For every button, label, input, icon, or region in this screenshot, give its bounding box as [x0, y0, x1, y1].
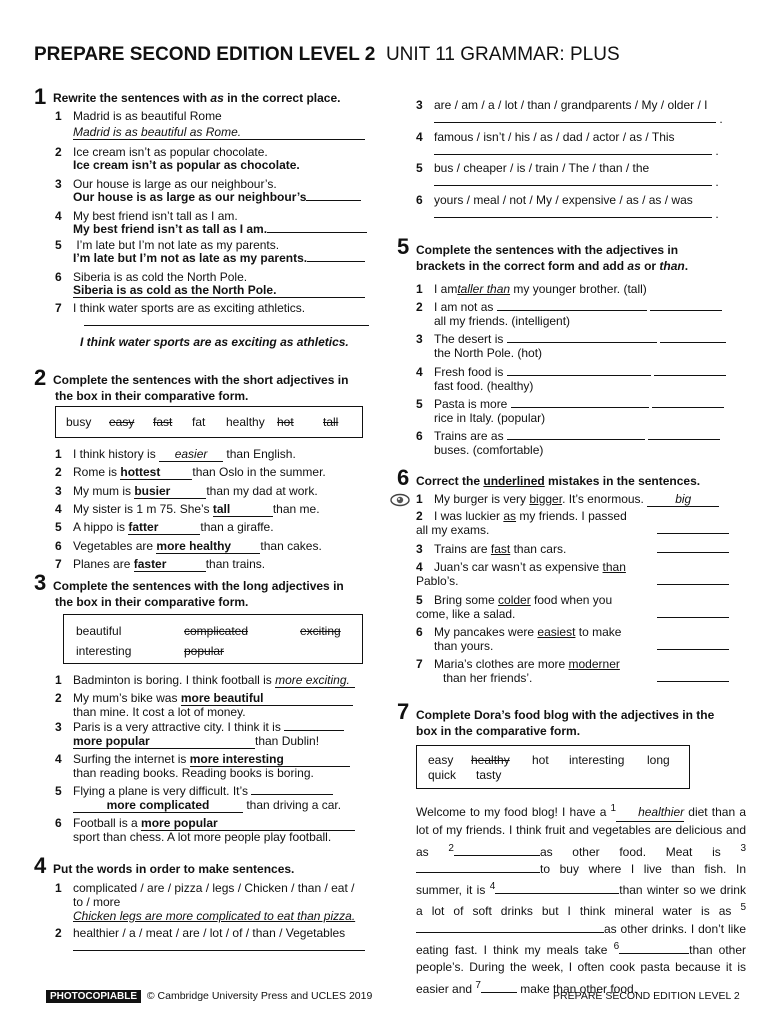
ex5-item-2: 2 I am not as — [416, 300, 722, 314]
ex6-line-7[interactable] — [657, 671, 729, 685]
ex7-word: tasty — [476, 768, 502, 782]
ex6-title: Correct the underlined mistakes in the sentences. — [416, 474, 701, 488]
ex2-title-line2: the box in their comparative form. — [55, 389, 249, 403]
ex6-item-5: 5 Bring some colder food when you — [416, 593, 613, 607]
ex3-item-4: 4 Surfing the internet is more interesting — [55, 752, 350, 767]
ex7-word: interesting — [569, 753, 625, 767]
ex7-word: hot — [532, 753, 549, 767]
ex4-title: Put the words in order to make sentences. — [53, 862, 295, 876]
ex2-word: fat — [192, 415, 206, 429]
ex6-number: 6 — [397, 465, 410, 490]
ex2-item-3: 3 My mum is busier than my dad at work. — [55, 484, 318, 498]
ex5-item-2-cont: all my friends. (intelligent) — [434, 314, 571, 328]
ex3-title-line2: the box in their comparative form. — [55, 595, 249, 609]
ex5-item-1: 1 I amtaller than my younger brother. (tall) — [416, 282, 647, 296]
ex1-answer-4[interactable]: My best friend isn’t as tall as I am. — [73, 222, 367, 236]
ex6-item-4: 4 Juan’s car wasn’t as expensive than — [416, 560, 626, 574]
ex2-item-4: 4 My sister is 1 m 75. She’s tall than me. — [55, 502, 320, 516]
ex3-item-1: 1 Badminton is boring. I think football is more exciting. — [55, 673, 355, 688]
ex4-item-4: 4 famous / isn’t / his / as / dad / actor / as / This — [416, 130, 675, 144]
ex4-item-1-cont: to / more — [73, 895, 121, 909]
ex2-word: healthy — [226, 415, 265, 429]
ex2-item-5: 5 A hippo is fatter than a giraffe. — [55, 520, 274, 534]
ex2-item-7: 7 Planes are faster than trains. — [55, 557, 266, 571]
ex7-title-line1: Complete Dora’s food blog with the adjectives in the — [416, 708, 715, 722]
ex4-line-6[interactable]: . — [434, 207, 719, 221]
ex6-item-7: 7 Maria’s clothes are more moderner — [416, 657, 620, 671]
ex4-item-6: 6 yours / meal / not / My / expensive / as / as / was — [416, 193, 693, 207]
ex2-word-used: hot — [277, 415, 294, 429]
ex1-answer-6[interactable]: Siberia is as cold as the North Pole. — [73, 283, 365, 298]
ex3-item-2: 2 My mum’s bike was more beautiful — [55, 691, 353, 706]
ex7-title-line2: box in the comparative form. — [416, 724, 581, 738]
example-eye-icon — [390, 493, 410, 507]
ex3-item-6: 6 Football is a more popular — [55, 816, 355, 831]
ex1-item-3: 3 Our house is large as our neighbour’s. — [55, 177, 277, 191]
ex1-item-7: 7 I think water sports are as exciting athletics. — [55, 301, 306, 315]
ex1-answer-2[interactable]: Ice cream isn’t as popular as chocolate. — [73, 158, 300, 172]
ex6-line-5[interactable] — [657, 607, 729, 621]
ex4-item-3: 3 are / am / a / lot / than / grandparents / My / older / I — [416, 98, 708, 112]
ex6-item-1: 1 My burger is very bigger. It’s enormous. big — [416, 492, 719, 507]
ex7-word-used: healthy — [471, 753, 510, 767]
ex1-item-1: 1 Madrid is as beautiful Rome — [55, 109, 222, 123]
page-title — [34, 44, 620, 66]
ex1-answer-1[interactable]: Madrid is as beautiful as Rome. — [73, 125, 365, 140]
ex2-word-used: fast — [153, 415, 173, 429]
ex3-item-4-cont: than reading books. Reading books is boring. — [73, 766, 314, 780]
ex1-item-4: 4 My best friend isn’t tall as I am. — [55, 209, 238, 223]
ex7-number: 7 — [397, 699, 410, 724]
title-level: PREPARE SECOND EDITION LEVEL 2 — [34, 44, 376, 65]
ex4-item-1: 1 complicated / are / pizza / legs / Chicken / than / eat / — [55, 881, 355, 895]
ex4-line-3[interactable]: . — [434, 112, 723, 126]
ex4-item-5: 5 bus / cheaper / is / train / The / than / the — [416, 161, 650, 175]
ex7-word-box — [416, 745, 690, 789]
ex5-item-4-cont: fast food. (healthy) — [434, 379, 534, 393]
ex4-answer-1[interactable]: Chicken legs are more complicated to eat than pizza. — [73, 909, 356, 923]
ex1-item-5: 5 I’m late but I’m not late as my parents. — [55, 238, 280, 252]
ex2-title-line1: Complete the sentences with the short adjectives in — [53, 373, 349, 387]
ex6-item-6: 6 My pancakes were easiest to make — [416, 625, 622, 639]
ex3-item-2-cont: than mine. It cost a lot of money. — [73, 705, 246, 719]
ex4-line-4[interactable]: . — [434, 144, 719, 158]
ex6-line-2[interactable] — [657, 523, 729, 537]
ex2-item-1: 1 I think history is easier than English. — [55, 447, 296, 461]
ex3-item-5: 5 Flying a plane is very difficult. It’s — [55, 784, 333, 798]
ex7-word: quick — [428, 768, 457, 782]
footer-right: PREPARE SECOND EDITION LEVEL 2 — [553, 990, 740, 1002]
ex1-item-2: 2 Ice cream isn’t as popular chocolate. — [55, 145, 268, 159]
ex3-word: interesting — [76, 644, 132, 658]
ex5-item-5: 5 Pasta is more — [416, 397, 724, 411]
ex3-item-5-cont: more complicated than driving a car. — [73, 798, 341, 813]
ex6-item-7-cont: than her friends’. — [443, 671, 533, 685]
ex7-word: long — [647, 753, 670, 767]
ex3-item-3-cont: more popular than Dublin! — [73, 734, 320, 748]
ex5-item-4: 4 Fresh food is — [416, 365, 726, 379]
photocopiable-badge: PHOTOCOPIABLE — [46, 990, 141, 1003]
ex5-item-3: 3 The desert is — [416, 332, 726, 346]
ex6-item-6-cont: than yours. — [434, 639, 494, 653]
ex6-line-3[interactable] — [657, 542, 729, 556]
ex6-line-4[interactable] — [657, 574, 729, 588]
ex2-item-6: 6 Vegetables are more healthy than cakes. — [55, 539, 322, 553]
ex6-item-3: 3 Trains are fast than cars. — [416, 542, 567, 556]
copyright: © Cambridge University Press and UCLES 2019 — [146, 990, 373, 1002]
footer-left — [46, 990, 372, 1002]
ex3-word-box — [63, 614, 363, 664]
ex1-item-6: 6 Siberia is as cold the North Pole. — [55, 270, 248, 284]
ex3-word-used: exciting — [300, 624, 341, 638]
ex5-title-line1: Complete the sentences with the adjectives in — [416, 243, 679, 257]
ex4-line-5[interactable]: . — [434, 175, 719, 189]
ex5-item-6-cont: buses. (comfortable) — [434, 443, 544, 457]
ex2-word-used: easy — [109, 415, 135, 429]
ex2-word-box — [55, 406, 363, 438]
ex3-word-used: complicated — [184, 624, 249, 638]
ex2-word: busy — [66, 415, 92, 429]
ex3-item-3: 3 Paris is a very attractive city. I think it is — [55, 720, 344, 734]
ex6-item-4-cont: Pablo’s. — [416, 574, 459, 588]
ex5-item-5-cont: rice in Italy. (popular) — [434, 411, 546, 425]
title-unit: UNIT 11 GRAMMAR: PLUS — [385, 44, 620, 65]
ex1-answer-5[interactable]: I’m late but I’m not as late as my parents. — [73, 251, 365, 265]
ex7-word: easy — [428, 753, 454, 767]
ex4-number: 4 — [34, 853, 47, 878]
ex4-item-2: 2 healthier / a / meat / are / lot / of / than / Vegetables — [55, 926, 346, 940]
ex6-item-5-cont: come, like a salad. — [416, 607, 516, 621]
ex6-line-6[interactable] — [657, 639, 729, 653]
ex2-word-used: tall — [323, 415, 339, 429]
ex3-item-6-cont: sport than chess. A lot more people play football. — [73, 830, 332, 844]
ex3-word-used: popular — [184, 644, 225, 658]
ex1-line-7[interactable] — [84, 315, 369, 329]
ex4-line-2[interactable] — [73, 940, 365, 954]
ex5-item-3-cont: the North Pole. (hot) — [434, 346, 543, 360]
ex1-number: 1 — [34, 84, 47, 109]
ex3-word: beautiful — [76, 624, 122, 638]
ex3-number: 3 — [34, 570, 47, 595]
ex6-item-2-cont: all my exams. — [416, 523, 490, 537]
ex5-title-line2: brackets in the correct form and add as or than. — [416, 259, 689, 273]
ex1-title: Rewrite the sentences with as in the correct place. — [53, 91, 341, 105]
ex1-answer-7[interactable]: I think water sports are as exciting as athletics. — [80, 335, 349, 349]
ex6-item-2: 2 I was luckier as my friends. I passed — [416, 509, 627, 523]
ex5-item-6: 6 Trains are as — [416, 429, 720, 443]
ex1-answer-3[interactable]: Our house is as large as our neighbour’s — [73, 190, 361, 204]
food-blog-text: Welcome to my food blog! I have a $^1$ healthier diet than a lot of my friends. I think fruit and vegetables are delicious and as $^2$ as other food. Meat is $^3$to buy where I live than fish. In summer, it is $^4$ than winter so we drink a lot of soft drinks but I think mineral water is as $^5$ as other drinks. I don’t like eating fast. I think my meals take $^6$ than other people’s. During the week, I often cook pasta because it is easier and $^7$ make than other food. — [416, 803, 747, 996]
ex2-item-2: 2 Rome is hottest than Oslo in the summer. — [55, 465, 326, 479]
ex2-number: 2 — [34, 365, 47, 390]
ex5-number: 5 — [397, 234, 410, 259]
ex3-title-line1: Complete the sentences with the long adjectives in — [53, 579, 344, 593]
